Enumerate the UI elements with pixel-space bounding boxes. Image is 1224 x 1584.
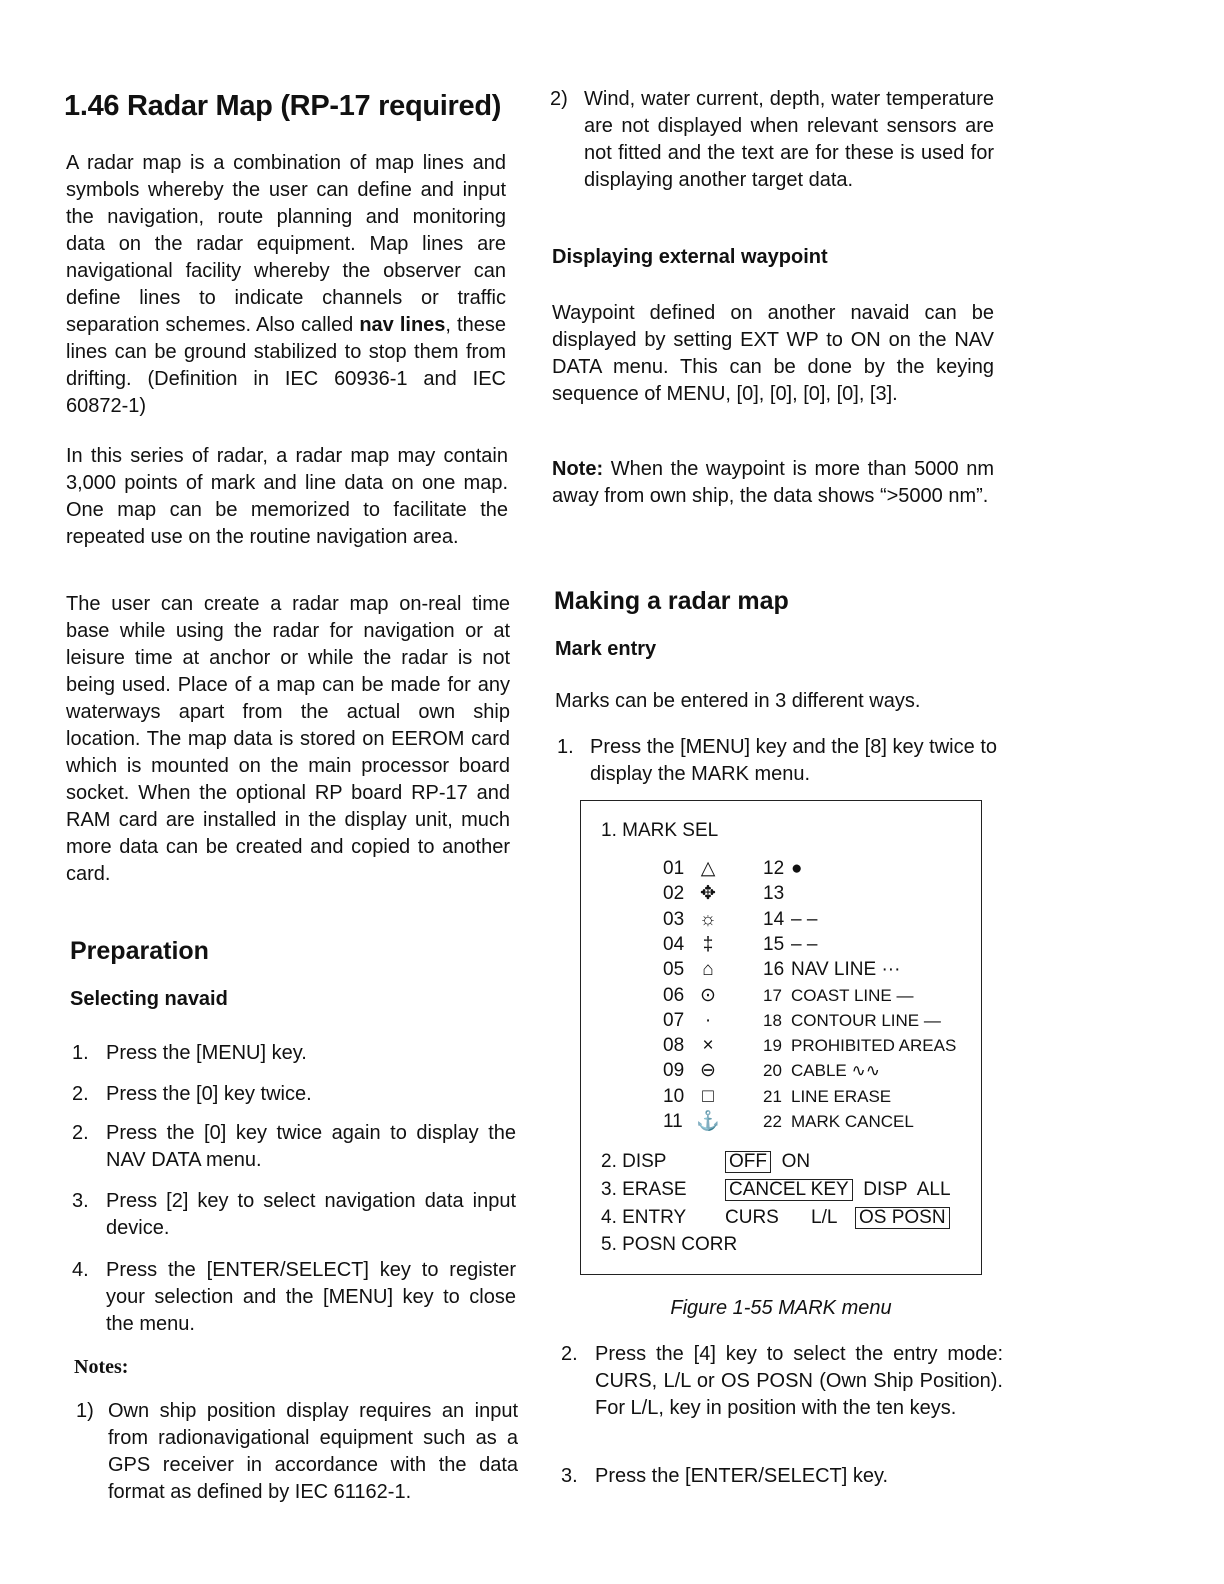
mark-item[interactable] bbox=[763, 1009, 941, 1033]
mark-item[interactable] bbox=[763, 984, 914, 1008]
mark-number: 09 bbox=[663, 1060, 685, 1082]
entry-ll-option[interactable]: L/L bbox=[811, 1207, 838, 1228]
mark-symbol-icon: ⊖ bbox=[700, 1060, 716, 1082]
mark-number: 22 bbox=[763, 1112, 782, 1131]
erase-label: 3. ERASE bbox=[601, 1179, 687, 1200]
entry-curs-option[interactable]: CURS bbox=[725, 1207, 779, 1228]
mark-number: 21 bbox=[763, 1086, 782, 1106]
mark-item[interactable] bbox=[763, 908, 817, 932]
mark-item[interactable] bbox=[663, 882, 725, 906]
mark-symbol-icon: ✥ bbox=[700, 883, 716, 905]
note-text: Wind, water current, depth, water temperature are not displayed when relevant sensors are not fitted and the text are for these is used for displaying another target data. bbox=[584, 88, 994, 191]
mark-symbol-icon: ⊙ bbox=[700, 984, 716, 1006]
mark-item[interactable] bbox=[663, 857, 725, 881]
intro-text-1: A radar map is a combination of map lines and symbols whereby the user can define and input the navigation, route planning and monitoring data on the radar equipment. Map lines are navigational facility whereby the observer can define lines to indicate channels or traffic separation schemes. Also called bbox=[66, 152, 506, 336]
figure-caption: Figure 1-55 MARK menu bbox=[670, 1297, 892, 1319]
mark-item[interactable] bbox=[663, 1110, 725, 1134]
mark-label: – – bbox=[791, 908, 818, 930]
step-text: Press the [4] key to select the entry mode: CURS, L/L or OS POSN (Own Ship Position). For L/L, key in position with the ten keys. bbox=[595, 1343, 1003, 1419]
note-1 bbox=[76, 1398, 518, 1506]
mark-sel-label: 1. MARK SEL bbox=[601, 820, 719, 841]
step-number: 3. bbox=[561, 1465, 578, 1487]
mark-item[interactable] bbox=[763, 1034, 956, 1058]
note-text: Own ship position display requires an input from radionavigational equipment such as a GPS receiver in accordance with the data format as defined by IEC 61162-1. bbox=[108, 1400, 518, 1503]
mark-item[interactable] bbox=[663, 1009, 725, 1033]
mark-number: 14 bbox=[763, 908, 785, 930]
mark-label: ● bbox=[791, 858, 803, 879]
disp-label: 2. DISP bbox=[601, 1151, 667, 1172]
step-number: 4. bbox=[72, 1259, 89, 1281]
mark-number: 01 bbox=[663, 858, 685, 879]
step-1 bbox=[72, 1040, 512, 1067]
mark-item[interactable] bbox=[763, 1085, 891, 1109]
mark-item[interactable] bbox=[763, 857, 802, 881]
step-text: Press the [0] key twice. bbox=[106, 1083, 312, 1105]
mark-item[interactable] bbox=[763, 882, 791, 906]
mark-step-1 bbox=[557, 734, 997, 788]
mark-step-2 bbox=[561, 1341, 1003, 1422]
step-number: 1. bbox=[72, 1042, 89, 1064]
mark-number: 15 bbox=[763, 933, 785, 955]
mark-item[interactable] bbox=[763, 933, 817, 957]
mark-number: 17 bbox=[763, 985, 782, 1005]
note-2 bbox=[550, 86, 994, 194]
mark-item[interactable] bbox=[763, 958, 900, 982]
step-number: 2. bbox=[72, 1122, 89, 1144]
mark-number: 11 bbox=[663, 1111, 683, 1132]
entry-os-posn-option[interactable]: OS POSN bbox=[855, 1207, 950, 1229]
mark-number: 10 bbox=[663, 1085, 685, 1107]
mark-menu-figure bbox=[580, 800, 982, 1275]
mark-label: LINE ERASE bbox=[791, 1086, 892, 1106]
mark-label: MARK CANCEL bbox=[791, 1112, 914, 1131]
disp-on-option[interactable]: ON bbox=[781, 1151, 811, 1172]
usage-paragraph: The user can create a radar map on-real time base while using the radar for navigation or at leisure time at anchor or while the radar is not being used. Place of a map can be made for any waterways apart from the actual own ship location. The map data is stored on EEROM card which is mounted on the main processor board socket. When the optional RP board RP-17 and RAM card are installed in the display unit, much more data can be created and copied to another card. bbox=[66, 593, 510, 885]
mark-symbol-icon: · bbox=[704, 1009, 712, 1031]
ext-waypoint-paragraph: Waypoint defined on another navaid can be displayed by setting EXT WP to ON on the NAV DATA menu. This can be done by the keying sequence of MENU, [0], [0], [0], [0], [3]. bbox=[552, 302, 994, 405]
erase-cancel-key-option[interactable]: CANCEL KEY bbox=[725, 1179, 853, 1201]
mark-symbol-icon: ☼ bbox=[699, 908, 717, 930]
mark-label: NAV LINE ··· bbox=[791, 959, 901, 981]
mark-item[interactable] bbox=[663, 1059, 725, 1083]
step-2b bbox=[72, 1120, 516, 1174]
capacity-paragraph: In this series of radar, a radar map may contain 3,000 points of mark and line data on one map. One map can be memorized to facilitate the repeated use on the routine navigation area. bbox=[66, 445, 508, 548]
mark-number: 20 bbox=[763, 1061, 782, 1081]
mark-label: – – bbox=[791, 933, 818, 955]
step-text: Press the [MENU] key. bbox=[106, 1042, 307, 1064]
mark-number: 05 bbox=[663, 959, 685, 981]
mark-number: 04 bbox=[663, 933, 685, 955]
mark-symbol-icon: △ bbox=[700, 858, 716, 879]
step-number: 2. bbox=[72, 1083, 89, 1105]
mark-label: COAST LINE — bbox=[791, 985, 914, 1005]
mark-item[interactable] bbox=[763, 1059, 880, 1083]
mark-item[interactable] bbox=[663, 908, 725, 932]
mark-symbol-icon: ⚓ bbox=[696, 1111, 720, 1132]
erase-disp-all-option[interactable]: DISP ALL bbox=[863, 1179, 951, 1200]
step-number: 3. bbox=[72, 1190, 89, 1212]
step-number: 2. bbox=[561, 1343, 578, 1365]
mark-item[interactable] bbox=[663, 933, 725, 957]
mark-label: PROHIBITED AREAS bbox=[791, 1036, 957, 1056]
mark-symbol-icon: ‡ bbox=[702, 933, 714, 955]
disp-off-option[interactable]: OFF bbox=[725, 1151, 771, 1173]
mark-number: 16 bbox=[763, 959, 785, 981]
mark-label: CABLE ∿∿ bbox=[791, 1061, 880, 1081]
entry-row bbox=[601, 1206, 950, 1230]
mark-number: 19 bbox=[763, 1036, 782, 1056]
notes-title: Notes: bbox=[74, 1356, 129, 1378]
ext-waypoint-heading: Displaying external waypoint bbox=[552, 246, 828, 268]
section-title: 1.46 Radar Map (RP-17 required) bbox=[64, 90, 502, 122]
intro-text-2: , these lines can be ground stabilized to stop them from drifting. (Definition in IEC 60936-1 and IEC 60872-1) bbox=[66, 314, 506, 417]
entry-label: 4. ENTRY bbox=[601, 1207, 687, 1228]
step-text: Press the [MENU] key and the [8] key twice to display the MARK menu. bbox=[590, 736, 997, 785]
mark-symbol-icon: □ bbox=[702, 1085, 714, 1107]
waypoint-note bbox=[552, 456, 994, 510]
posn-corr-row: 5. POSN CORR bbox=[601, 1234, 738, 1255]
mark-number: 08 bbox=[663, 1035, 685, 1057]
step-4 bbox=[72, 1257, 516, 1338]
marks-intro: Marks can be entered in 3 different ways. bbox=[555, 690, 921, 712]
step-2 bbox=[72, 1081, 512, 1108]
mark-number: 02 bbox=[663, 883, 685, 905]
nav-lines-term: nav lines bbox=[359, 314, 446, 336]
step-text: Press the [ENTER/SELECT] key to register your selection and the [MENU] key to close the menu. bbox=[106, 1259, 516, 1335]
note-number: 2) bbox=[550, 88, 568, 110]
mark-number: 12 bbox=[763, 858, 785, 879]
mark-number: 13 bbox=[763, 883, 785, 905]
note-body: When the waypoint is more than 5000 nm away from own ship, the data shows “>5000 nm”. bbox=[552, 458, 994, 507]
intro-paragraph bbox=[66, 150, 506, 420]
mark-step-3 bbox=[561, 1463, 1001, 1490]
mark-number: 18 bbox=[763, 1010, 782, 1030]
mark-symbol-icon: × bbox=[702, 1035, 714, 1057]
step-text: Press the [ENTER/SELECT] key. bbox=[595, 1465, 889, 1487]
step-text: Press the [0] key twice again to display the NAV DATA menu. bbox=[106, 1122, 516, 1171]
step-text: Press [2] key to select navigation data input device. bbox=[106, 1190, 516, 1239]
mark-symbol-icon: ⌂ bbox=[702, 959, 714, 981]
mark-number: 03 bbox=[663, 908, 685, 930]
preparation-heading: Preparation bbox=[70, 937, 209, 965]
mark-item[interactable] bbox=[663, 958, 725, 982]
note-number: 1) bbox=[76, 1400, 94, 1422]
erase-row bbox=[601, 1178, 951, 1202]
mark-number: 06 bbox=[663, 984, 685, 1006]
mark-item[interactable] bbox=[663, 984, 725, 1008]
mark-item[interactable] bbox=[663, 1034, 725, 1058]
mark-entry-heading: Mark entry bbox=[555, 638, 657, 660]
step-number: 1. bbox=[557, 736, 574, 758]
step-3 bbox=[72, 1188, 516, 1242]
note-label: Note: bbox=[552, 458, 604, 480]
mark-number: 07 bbox=[663, 1009, 685, 1031]
mark-label: CONTOUR LINE — bbox=[791, 1010, 941, 1030]
making-radar-map-heading: Making a radar map bbox=[554, 587, 789, 615]
selecting-navaid-heading: Selecting navaid bbox=[70, 988, 228, 1010]
disp-row bbox=[601, 1150, 810, 1174]
mark-item[interactable] bbox=[663, 1085, 725, 1109]
mark-item[interactable] bbox=[763, 1110, 914, 1134]
